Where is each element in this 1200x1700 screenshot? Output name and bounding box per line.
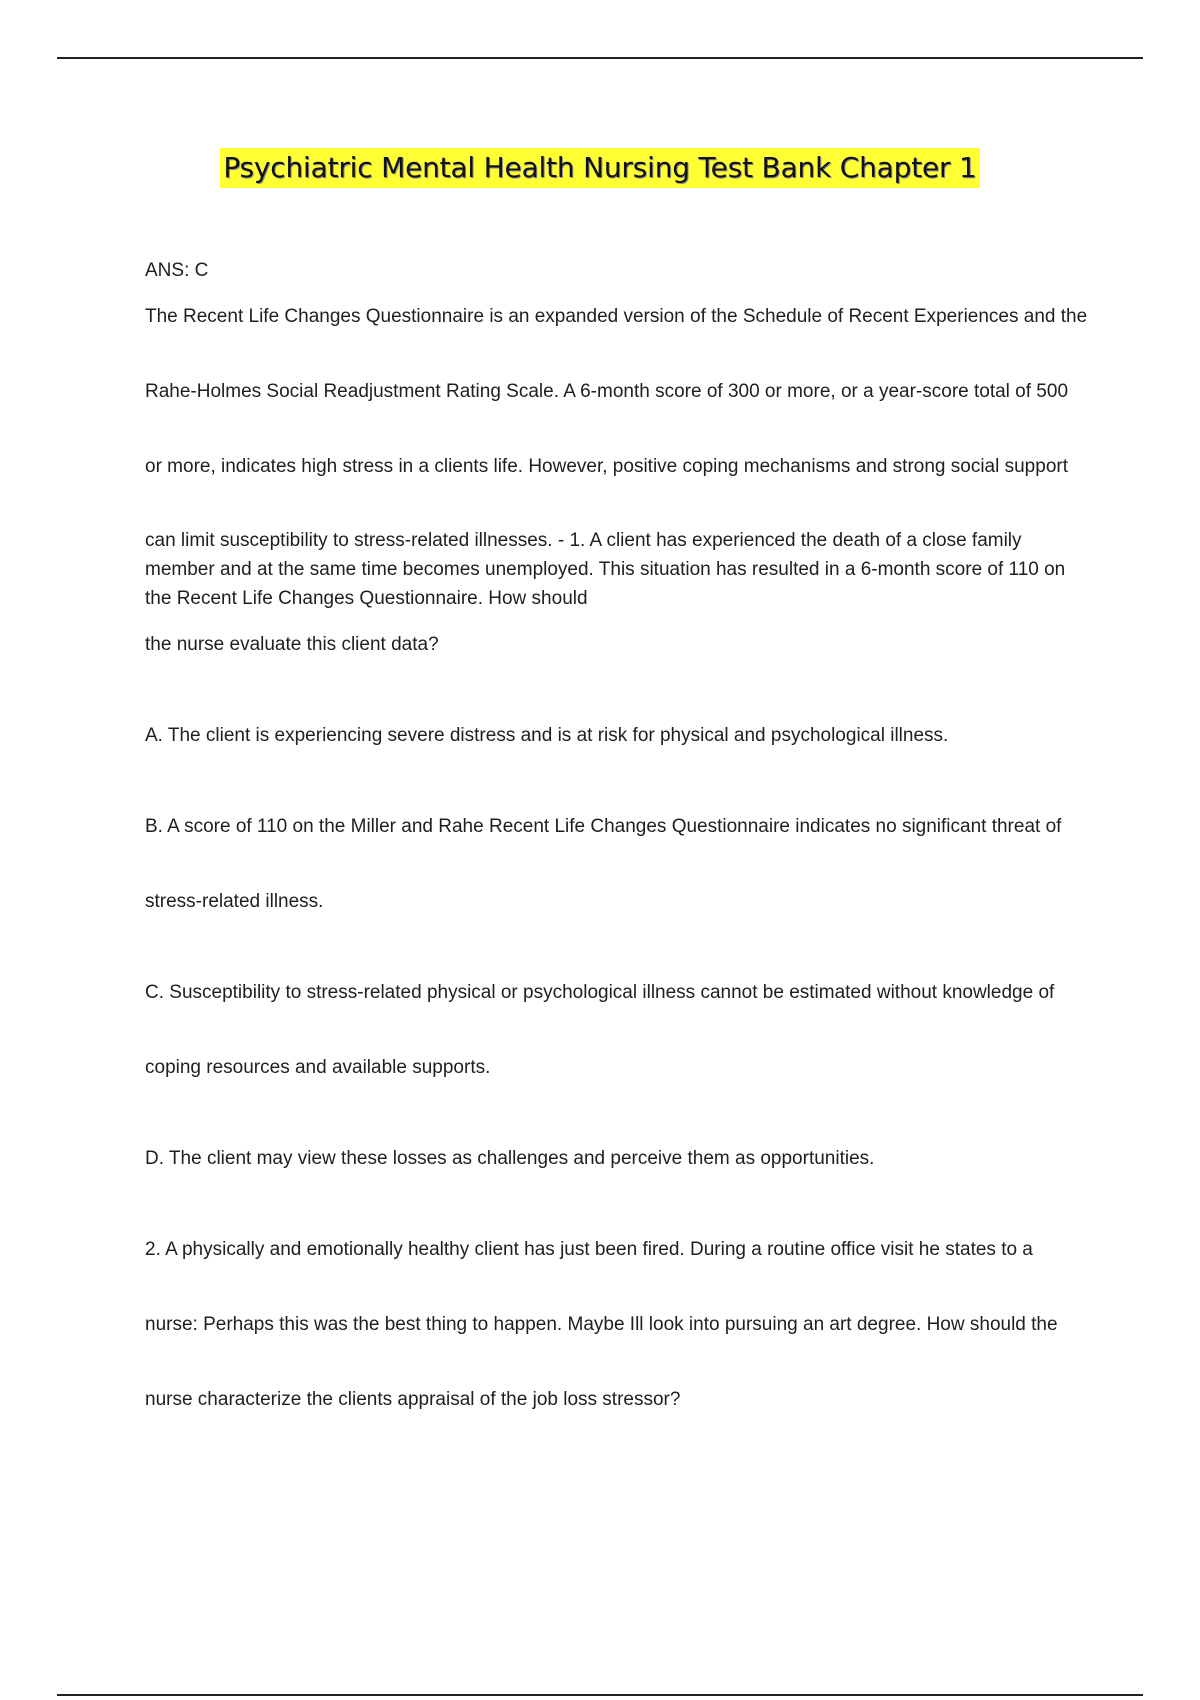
answer-line: ANS: C	[145, 260, 209, 281]
rationale-line-3: or more, indicates high stress in a clients life. However, positive coping mechanisms and strong social support	[145, 456, 1068, 477]
option-b: B. A score of 110 on the Miller and Rahe Recent Life Changes Questionnaire indicates no significant threat of	[145, 816, 1062, 837]
document-title: Psychiatric Mental Health Nursing Test Bank Chapter 1	[220, 148, 979, 188]
option-c-continued: coping resources and available supports.	[145, 1057, 491, 1078]
question-1-stem-end: the nurse evaluate this client data?	[145, 634, 439, 655]
rationale-line-2: Rahe-Holmes Social Readjustment Rating Scale. A 6-month score of 300 or more, or a year-score total of 500	[145, 381, 1069, 402]
footer-rule	[57, 1694, 1143, 1696]
option-c: C. Susceptibility to stress-related physical or psychological illness cannot be estimated without knowledge of	[145, 982, 1055, 1003]
option-a: A. The client is experiencing severe distress and is at risk for physical and psychological illness.	[145, 725, 949, 746]
header-rule	[57, 57, 1143, 59]
question-2-quote: nurse: Perhaps this was the best thing to happen. Maybe Ill look into pursuing an art degree. How should the	[145, 1314, 1058, 1335]
question-2-stem: 2. A physically and emotionally healthy client has just been fired. During a routine office visit he states to a	[145, 1239, 1033, 1260]
option-b-continued: stress-related illness.	[145, 891, 324, 912]
title-block	[0, 148, 1200, 188]
question-1-stem: can limit susceptibility to stress-related illnesses. - 1. A client has experienced the death of a close family member and at the same time becomes unemployed. This situation has resulted in a 6-month score of 110 on the Recent Life Changes Questionnaire. How should	[145, 530, 1066, 609]
question-2-end: nurse characterize the clients appraisal of the job loss stressor?	[145, 1389, 681, 1410]
option-d: D. The client may view these losses as challenges and perceive them as opportunities.	[145, 1148, 875, 1169]
rationale-line-1: The Recent Life Changes Questionnaire is an expanded version of the Schedule of Recent Experiences and the	[145, 306, 1088, 327]
